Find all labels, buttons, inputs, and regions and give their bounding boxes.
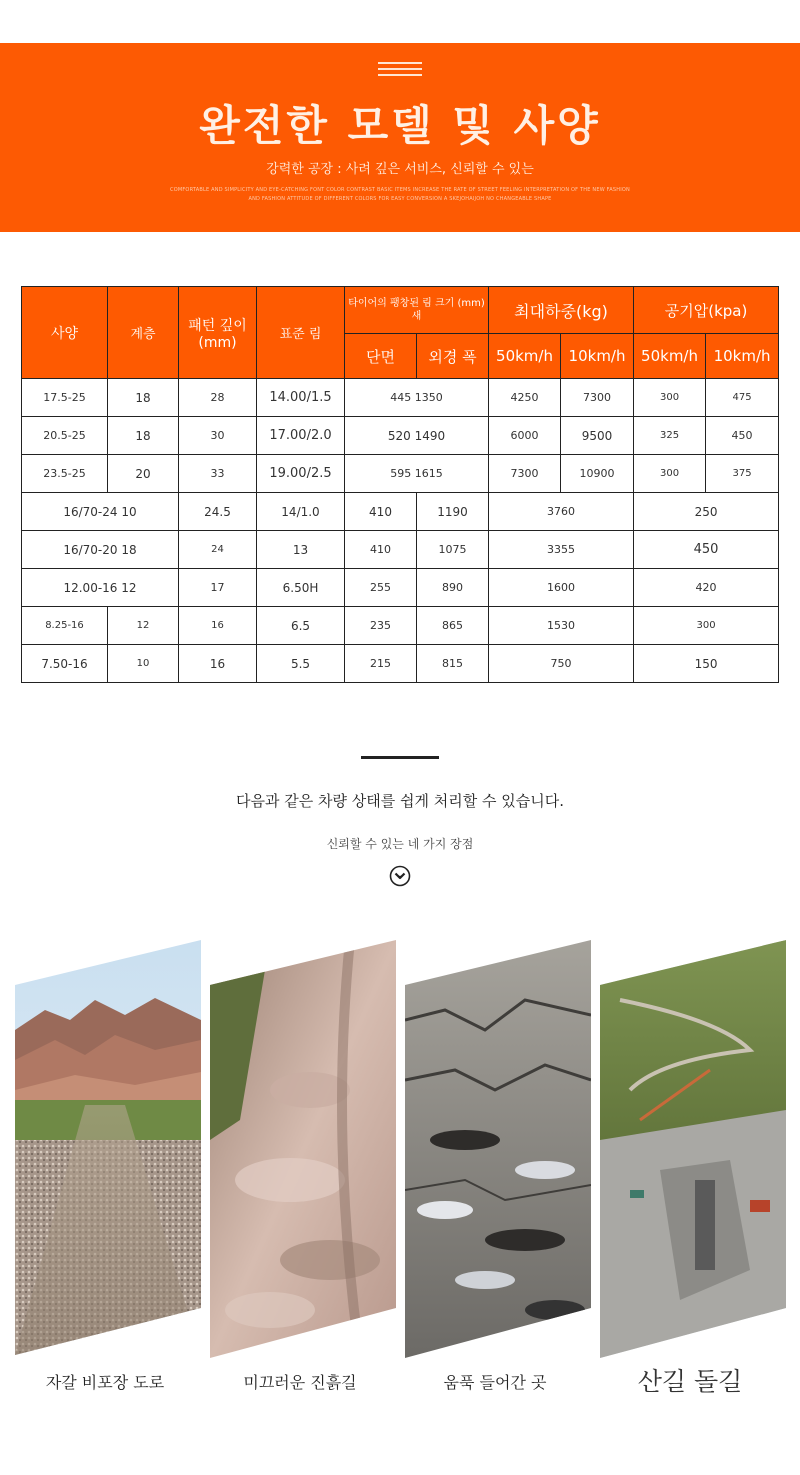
banner [0, 43, 800, 232]
cell-load-50: 4250 [489, 379, 561, 417]
panel-label-mountain-road: 산길 돌길 [637, 1367, 743, 1396]
cell-load: 1600 [489, 569, 634, 607]
header-load-50: 50km/h [489, 334, 561, 379]
cell-rim: 14/1.0 [257, 493, 345, 531]
cell-rim: 14.00/1.5 [257, 379, 345, 417]
header-air-pressure: 공기압(kpa) [634, 287, 779, 334]
table-row [22, 493, 779, 531]
cell-pressure-50: 300 [634, 455, 706, 493]
cell-outer: 1075 [417, 531, 489, 569]
header-pressure-50: 50km/h [634, 334, 706, 379]
table-row [22, 531, 779, 569]
section-subtitle: 신뢰할 수 있는 네 가지 장점 [326, 837, 474, 851]
cell-ply: 18 [108, 417, 179, 455]
cell-section: 215 [345, 645, 417, 683]
cell-rim: 19.00/2.5 [257, 455, 345, 493]
cell-pressure: 150 [634, 645, 779, 683]
table-row [22, 569, 779, 607]
spec-table [21, 286, 779, 683]
cell-pressure-50: 300 [634, 379, 706, 417]
cell-section: 255 [345, 569, 417, 607]
cell-pressure: 450 [634, 531, 779, 569]
cell-ply: 10 [121, 504, 137, 519]
chevron-down-circle-icon [389, 865, 411, 887]
cell-depth: 24.5 [179, 493, 257, 531]
table-row [22, 645, 779, 683]
cell-load-10: 7300 [561, 379, 634, 417]
cell-section: 235 [345, 607, 417, 645]
cell-outer: 815 [417, 645, 489, 683]
cell-pressure-50: 325 [634, 417, 706, 455]
cell-spec-ply [22, 493, 179, 531]
table-row [22, 607, 779, 645]
cell-pressure-10: 475 [706, 379, 779, 417]
section-title: 다음과 같은 차량 상태를 쉽게 처리할 수 있습니다. [236, 792, 564, 810]
cell-depth: 17 [179, 569, 257, 607]
cell-rim: 13 [257, 531, 345, 569]
gravel-road-image [15, 940, 201, 1355]
panel-label-muddy-road: 미끄러운 진흙길 [243, 1373, 357, 1392]
cell-size: 520 1490 [345, 417, 489, 455]
cell-depth: 30 [179, 417, 257, 455]
header-section: 단면 [345, 334, 417, 379]
cell-load: 1530 [489, 607, 634, 645]
header-load-10: 10km/h [561, 334, 634, 379]
cell-ply: 18 [108, 379, 179, 417]
cell-ply: 12 [108, 607, 179, 645]
cell-outer: 865 [417, 607, 489, 645]
cell-section: 410 [345, 493, 417, 531]
cell-pressure: 300 [634, 607, 779, 645]
header-max-load: 최대하중(kg) [489, 287, 634, 334]
cell-rim: 6.5 [257, 607, 345, 645]
cell-pressure: 420 [634, 569, 779, 607]
cell-load: 3760 [489, 493, 634, 531]
table-row [22, 417, 779, 455]
cell-load-50: 7300 [489, 455, 561, 493]
banner-subtitle: 강력한 공장 : 사려 깊은 서비스, 신뢰할 수 있는 [266, 162, 534, 177]
cell-outer: 1190 [417, 493, 489, 531]
cell-pressure: 250 [634, 493, 779, 531]
cell-spec: 7.50-16 [22, 645, 108, 683]
muddy-road-image [210, 940, 396, 1358]
header-std-rim: 표준 림 [257, 287, 345, 379]
cell-spec: 17.5-25 [22, 379, 108, 417]
cell-depth: 33 [179, 455, 257, 493]
panel-mountain-road [600, 940, 786, 1358]
cell-spec: 12.00-16 [63, 580, 118, 595]
cell-depth: 16 [179, 645, 257, 683]
cell-spec: 16/70-20 [63, 542, 118, 557]
cell-pressure-10: 375 [706, 455, 779, 493]
panel-label-potholes: 움푹 들어간 곳 [443, 1373, 547, 1392]
banner-fine-print: COMFORTABLE AND SIMPLICITY AND EYE-CATCHING FONT COLOR CONTRAST BASIC ITEMS INCREASE THE RATE OF STREET FEELING INTERPRETATION OF THE NEW FASHION AND FASHION ATTITUDE OF DIFFERENT COLORS FOR EASY CONVERSION A SKEJOHAIJOH NO CHANGEABLE SHAPE [170, 187, 630, 202]
header-spec: 사양 [22, 287, 108, 379]
cell-spec-ply [22, 569, 179, 607]
panel-label-gravel-road: 자갈 비포장 도로 [45, 1373, 165, 1392]
cell-load-10: 10900 [561, 455, 634, 493]
cell-size: 445 1350 [345, 379, 489, 417]
panel-potholes [405, 940, 591, 1358]
header-outer-width: 외경 폭 [417, 334, 489, 379]
panel-gravel-road [15, 940, 201, 1355]
banner-title: 완전한 모델 및 사양 [199, 101, 601, 150]
cell-outer: 890 [417, 569, 489, 607]
cell-rim: 17.00/2.0 [257, 417, 345, 455]
cell-section: 410 [345, 531, 417, 569]
table-row [22, 379, 779, 417]
cell-depth: 24 [179, 531, 257, 569]
section-divider [361, 756, 439, 759]
cell-spec-ply [22, 531, 179, 569]
cell-ply: 10 [108, 645, 179, 683]
cell-load-50: 6000 [489, 417, 561, 455]
header-pressure-10: 10km/h [706, 334, 779, 379]
cell-size: 595 1615 [345, 455, 489, 493]
cell-pressure-10: 450 [706, 417, 779, 455]
cell-ply: 20 [108, 455, 179, 493]
cell-spec: 23.5-25 [22, 455, 108, 493]
header-ply: 계층 [108, 287, 179, 379]
header-inflated-size: 타이어의 팽창된 림 크기 (mm) 새 [345, 287, 489, 334]
panel-muddy-road [210, 940, 396, 1358]
cell-spec: 20.5-25 [22, 417, 108, 455]
cell-spec: 16/70-24 [63, 504, 118, 519]
cell-load: 3355 [489, 531, 634, 569]
potholes-image [405, 940, 591, 1358]
cell-load-10: 9500 [561, 417, 634, 455]
header-pattern-depth: 패턴 깊이 (mm) [179, 287, 257, 379]
menu-lines-icon [378, 62, 422, 80]
cell-load: 750 [489, 645, 634, 683]
cell-depth: 28 [179, 379, 257, 417]
cell-rim: 6.50H [257, 569, 345, 607]
mountain-road-image [600, 940, 786, 1358]
table-row [22, 455, 779, 493]
cell-ply: 18 [121, 542, 137, 557]
cell-rim: 5.5 [257, 645, 345, 683]
cell-depth: 16 [179, 607, 257, 645]
cell-spec: 8.25-16 [22, 607, 108, 645]
cell-ply: 12 [121, 580, 137, 595]
